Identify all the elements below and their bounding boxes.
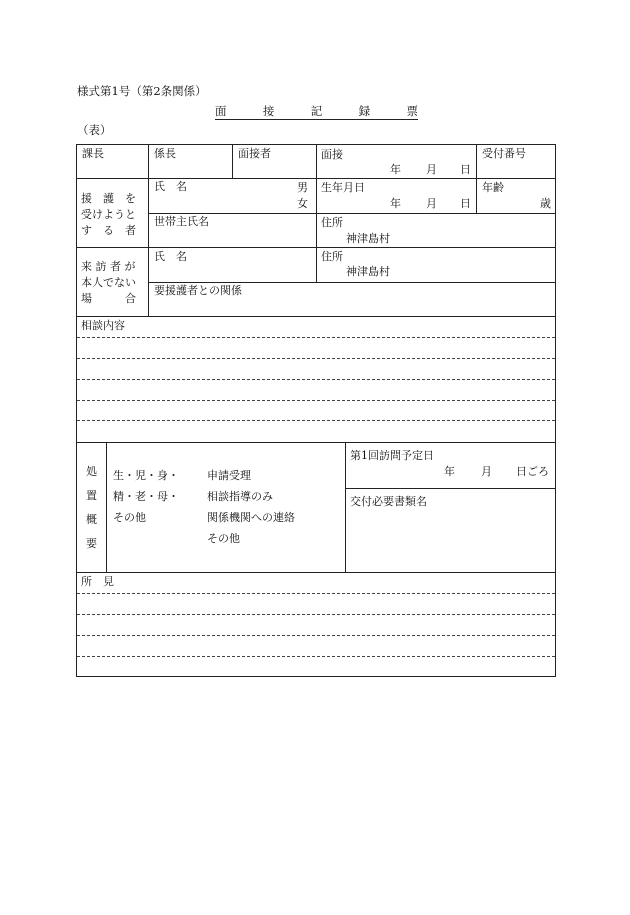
form-title — [215, 106, 418, 120]
interview-day-unit: 日 — [460, 163, 471, 176]
category-line: その他 — [113, 511, 146, 524]
applicant-label-line: 援 護 を — [81, 192, 136, 205]
section-chief-label: 課長 — [82, 147, 104, 160]
visitor-name-label: 氏 名 — [154, 250, 187, 263]
category-line: 精・老・母・ — [113, 490, 179, 503]
border-left — [76, 144, 77, 676]
writing-line — [77, 420, 555, 421]
age-label: 年齢 — [482, 181, 504, 194]
col-divider — [345, 442, 346, 572]
applicant-address-label: 住所 — [321, 216, 343, 229]
interview-date-label: 面接 — [321, 148, 343, 161]
row-divider — [76, 442, 556, 443]
front-side-label: （表） — [77, 123, 112, 137]
household-head-label: 世帯主氏名 — [154, 215, 209, 228]
applicant-label-line: 受けようと — [81, 208, 136, 221]
male-option: 男 — [297, 181, 308, 194]
col-divider — [232, 144, 233, 178]
col-divider — [316, 247, 317, 282]
form-number: 様式第1号（第2条関係） — [77, 84, 207, 98]
receipt-number-label: 受付番号 — [482, 147, 526, 160]
visitor-label-line: 場 合 — [81, 292, 136, 305]
action-option: 申請受理 — [207, 469, 251, 482]
disposition-label-char: 処 — [86, 465, 97, 478]
writing-line — [77, 656, 555, 657]
interviewer-label: 面接者 — [238, 147, 271, 160]
first-visit-label: 第1回訪問予定日 — [350, 449, 434, 462]
col-divider — [148, 144, 149, 178]
applicant-address-value: 神津島村 — [346, 232, 390, 245]
applicant-name-label: 氏 名 — [154, 180, 187, 193]
visitor-label-line: 来 訪 者 が — [81, 260, 136, 273]
border-bottom — [76, 676, 556, 677]
writing-line — [77, 614, 555, 615]
writing-line — [77, 635, 555, 636]
col-divider — [106, 442, 107, 572]
dob-day-unit: 日 — [460, 197, 471, 210]
dob-year-unit: 年 — [390, 197, 401, 210]
row-divider — [148, 282, 556, 283]
title-char: 接 — [262, 104, 275, 118]
title-char: 票 — [406, 104, 418, 118]
visitor-label-line: 本人でない — [81, 276, 136, 289]
row-divider — [148, 213, 556, 214]
category-line: 生・児・身・ — [113, 469, 179, 482]
female-option: 女 — [297, 197, 308, 210]
disposition-label-char: 要 — [86, 537, 97, 550]
disposition-label-char: 置 — [86, 489, 97, 502]
interview-month-unit: 月 — [426, 163, 437, 176]
col-divider — [476, 144, 477, 178]
row-divider — [76, 316, 556, 317]
action-option: 関係機関への連絡 — [207, 511, 295, 524]
row-divider — [76, 572, 556, 573]
visitor-address-label: 住所 — [321, 250, 343, 263]
findings-label: 所 見 — [81, 575, 114, 588]
action-option: その他 — [207, 532, 240, 545]
dob-label: 生年月日 — [321, 181, 365, 194]
consultation-label: 相談内容 — [81, 319, 125, 332]
col-divider — [316, 144, 317, 178]
writing-line — [77, 358, 555, 359]
visit-month-unit: 月 — [481, 465, 492, 478]
action-option: 相談指導のみ — [207, 490, 273, 503]
title-char: 録 — [358, 104, 371, 118]
documents-label: 交付必要書類名 — [350, 495, 427, 508]
border-right — [555, 144, 556, 676]
col-divider — [476, 178, 477, 213]
age-unit: 歳 — [540, 197, 551, 210]
interview-year-unit: 年 — [390, 163, 401, 176]
title-char: 記 — [310, 104, 323, 118]
visitor-address-value: 神津島村 — [346, 265, 390, 278]
applicant-label-line: す る 者 — [81, 224, 136, 237]
dob-month-unit: 月 — [426, 197, 437, 210]
row-divider — [345, 488, 556, 489]
writing-line — [77, 379, 555, 380]
writing-line — [77, 337, 555, 338]
disposition-label-char: 概 — [86, 513, 97, 526]
writing-line — [77, 400, 555, 401]
relation-label: 要援護者との関係 — [154, 284, 242, 297]
subsection-chief-label: 係長 — [154, 147, 176, 160]
writing-line — [77, 593, 555, 594]
title-char: 面 — [215, 104, 227, 118]
visit-day-unit: 日ごろ — [516, 465, 549, 478]
visit-year-unit: 年 — [444, 465, 455, 478]
